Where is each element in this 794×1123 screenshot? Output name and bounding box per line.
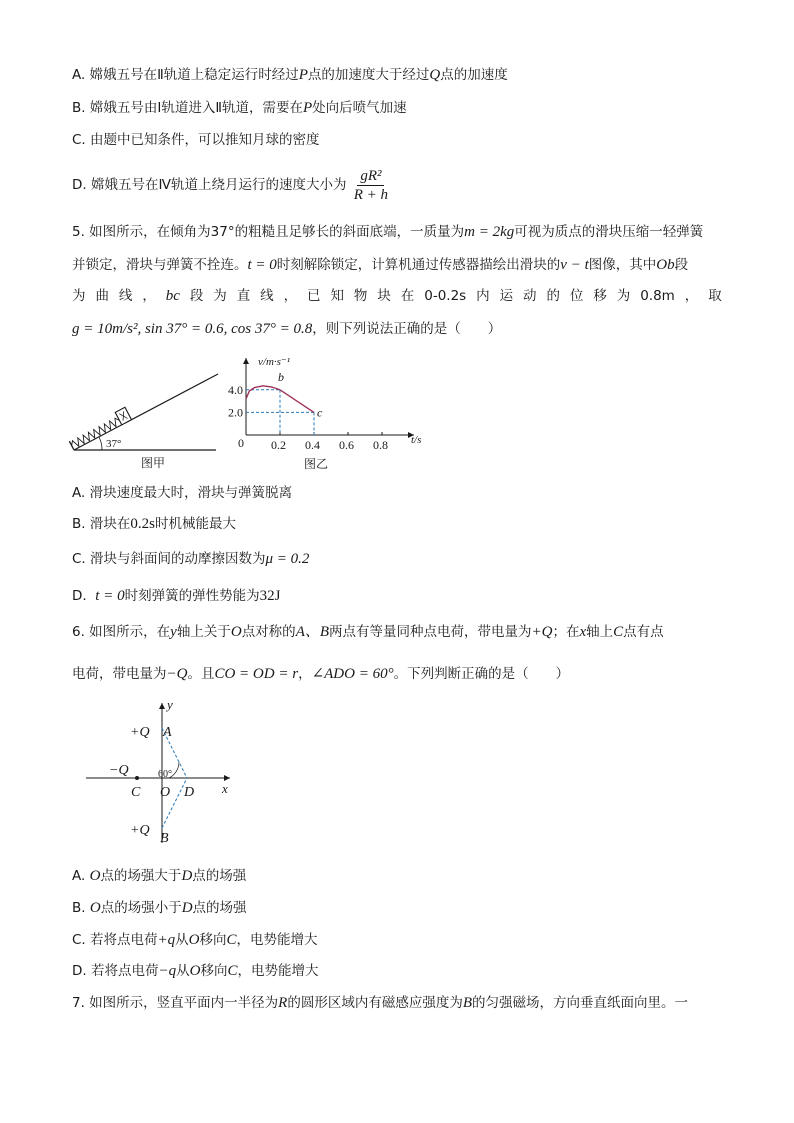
q5-figure-incline bbox=[66, 360, 226, 472]
y-axis-label: v/m·s⁻¹ bbox=[258, 356, 291, 368]
q5-stem-line-4: g = 10m/s², sin 37° = 0.6, cos 37° = 0.8，则下列说法正确的是（ ） bbox=[72, 321, 502, 337]
stem-token: 物 bbox=[353, 288, 368, 304]
stem-token: 为 bbox=[213, 288, 227, 304]
stem-token: 为 bbox=[616, 288, 631, 304]
stem-token: 内 bbox=[476, 288, 490, 304]
stem-token: 直 bbox=[236, 288, 251, 304]
stem-token: 移 bbox=[593, 288, 607, 304]
q4-option-c: C. 由题中已知条件，可以推知月球的密度 bbox=[72, 132, 320, 148]
x-tick-label: 0.8 bbox=[373, 438, 388, 452]
point-o-label: O bbox=[160, 785, 171, 800]
q5-option-d: D. t = 0时刻弹簧的弹性势能为32J bbox=[72, 588, 281, 604]
stem-token: 块 bbox=[377, 288, 391, 304]
figure-caption-jia: 图甲 bbox=[141, 456, 166, 470]
stem-token: bc bbox=[165, 288, 180, 304]
y-tick-label: 4.0 bbox=[228, 382, 243, 397]
x-axis-label: t/s bbox=[411, 434, 422, 446]
stem-token: 取 bbox=[708, 288, 722, 304]
q6-figure-charges bbox=[80, 695, 250, 855]
q5-vt-chart bbox=[228, 348, 438, 474]
q5-stem-line-1: 5. 如图所示，在倾角为37°的粗糙且足够长的斜面底端，一质量为m = 2kg可视为质点的滑块压缩一轻弹簧 bbox=[72, 224, 704, 240]
y-tick-label: 2.0 bbox=[228, 405, 243, 420]
stem-token: ， bbox=[283, 288, 298, 304]
charge-a-label: +Q bbox=[130, 725, 150, 740]
vt-line-bc bbox=[280, 390, 314, 413]
stem-token: 0.8m bbox=[640, 288, 675, 304]
stem-token: 为 bbox=[72, 288, 86, 304]
q5-option-b: B. 滑块在0.2s时机械能最大 bbox=[72, 516, 236, 532]
charge-c-label: −Q bbox=[109, 763, 129, 778]
q5-option-a: A. 滑块速度最大时，滑块与弹簧脱离 bbox=[72, 485, 293, 501]
q6-option-a: A. O点的场强大于D点的场强 bbox=[72, 868, 247, 884]
stem-token: ， bbox=[142, 288, 156, 304]
stem-token: 运 bbox=[499, 288, 514, 304]
charge-b-label: +Q bbox=[130, 823, 150, 838]
stem-token: 曲 bbox=[95, 288, 109, 304]
point-d-label: D bbox=[184, 785, 195, 800]
formula-fraction: $\frac{\text{gR²}}{R + h}$ bbox=[353, 167, 389, 203]
stem-token: 0-0.2s bbox=[424, 288, 467, 304]
q4-option-d: D. 嫦娥五号在Ⅳ轨道上绕月运行的速度大小为 $\frac{\text{gR²}}{R + h}$ bbox=[72, 166, 391, 204]
stem-token: 的 bbox=[546, 288, 560, 304]
figure-caption-yi: 图乙 bbox=[304, 457, 329, 471]
x-tick-label: 0.6 bbox=[339, 438, 354, 452]
point-c-label: C bbox=[131, 785, 141, 800]
q4-option-b: B. 嫦娥五号由Ⅰ轨道进入Ⅱ轨道，需要在P处向后喷气加速 bbox=[72, 100, 407, 116]
q7-stem-line-1: 7. 如图所示，竖直平面内一半径为R的圆形区域内有磁感应强度为B的匀强磁场，方向垂直纸面向里。一 bbox=[72, 995, 689, 1011]
point-b-label: b bbox=[278, 369, 284, 384]
origin-label: 0 bbox=[238, 436, 244, 450]
stem-token: 线 bbox=[260, 288, 274, 304]
stem-token: 知 bbox=[330, 288, 344, 304]
vt-curve-ob bbox=[246, 386, 280, 399]
stem-token: 线 bbox=[118, 288, 133, 304]
q5-stem-line-3 bbox=[72, 286, 722, 306]
angle-label: 60° bbox=[158, 769, 172, 780]
charge-c-dot bbox=[135, 776, 139, 780]
x-tick-label: 0.2 bbox=[271, 438, 286, 452]
q6-stem-line-2: 电荷，带电量为−Q。且CO = OD = r，∠ADO = 60°。下列判断正确的是（ ） bbox=[72, 666, 570, 682]
q6-option-d: D. 若将点电荷−q从O移向C，电势能增大 bbox=[72, 963, 319, 979]
point-a-label: A bbox=[163, 725, 172, 740]
y-label: y bbox=[167, 697, 173, 712]
stem-token: ， bbox=[684, 288, 699, 304]
x-label: x bbox=[222, 781, 228, 796]
q6-option-b: B. O点的场强小于D点的场强 bbox=[72, 900, 247, 916]
q5-option-c: C. 滑块与斜面间的动摩擦因数为μ = 0.2 bbox=[72, 551, 310, 567]
point-c-label: c bbox=[317, 405, 323, 420]
incline-angle-label: 37° bbox=[106, 438, 122, 450]
q6-stem-line-1: 6. 如图所示，在y轴上关于O点对称的A、B两点有等量同种点电荷，带电量为+Q；在x轴上C点有点 bbox=[72, 624, 664, 640]
stem-token: 动 bbox=[523, 288, 537, 304]
q4-option-a: A. 嫦娥五号在Ⅱ轨道上稳定运行时经过P点的加速度大于经过Q点的加速度 bbox=[72, 67, 508, 83]
stem-token: 位 bbox=[569, 288, 584, 304]
point-b-label: B bbox=[160, 831, 169, 846]
stem-token: 段 bbox=[189, 288, 204, 304]
q6-option-c: C. 若将点电荷+q从O移向C，电势能增大 bbox=[72, 932, 318, 948]
stem-token: 在 bbox=[400, 288, 415, 304]
x-tick-label: 0.4 bbox=[305, 438, 320, 452]
q5-stem-line-2: 并锁定，滑块与弹簧不拴连。t = 0时刻解除锁定，计算机通过传感器描绘出滑块的v − t图像，其中Ob段 bbox=[72, 257, 689, 273]
stem-token: 已 bbox=[307, 288, 321, 304]
